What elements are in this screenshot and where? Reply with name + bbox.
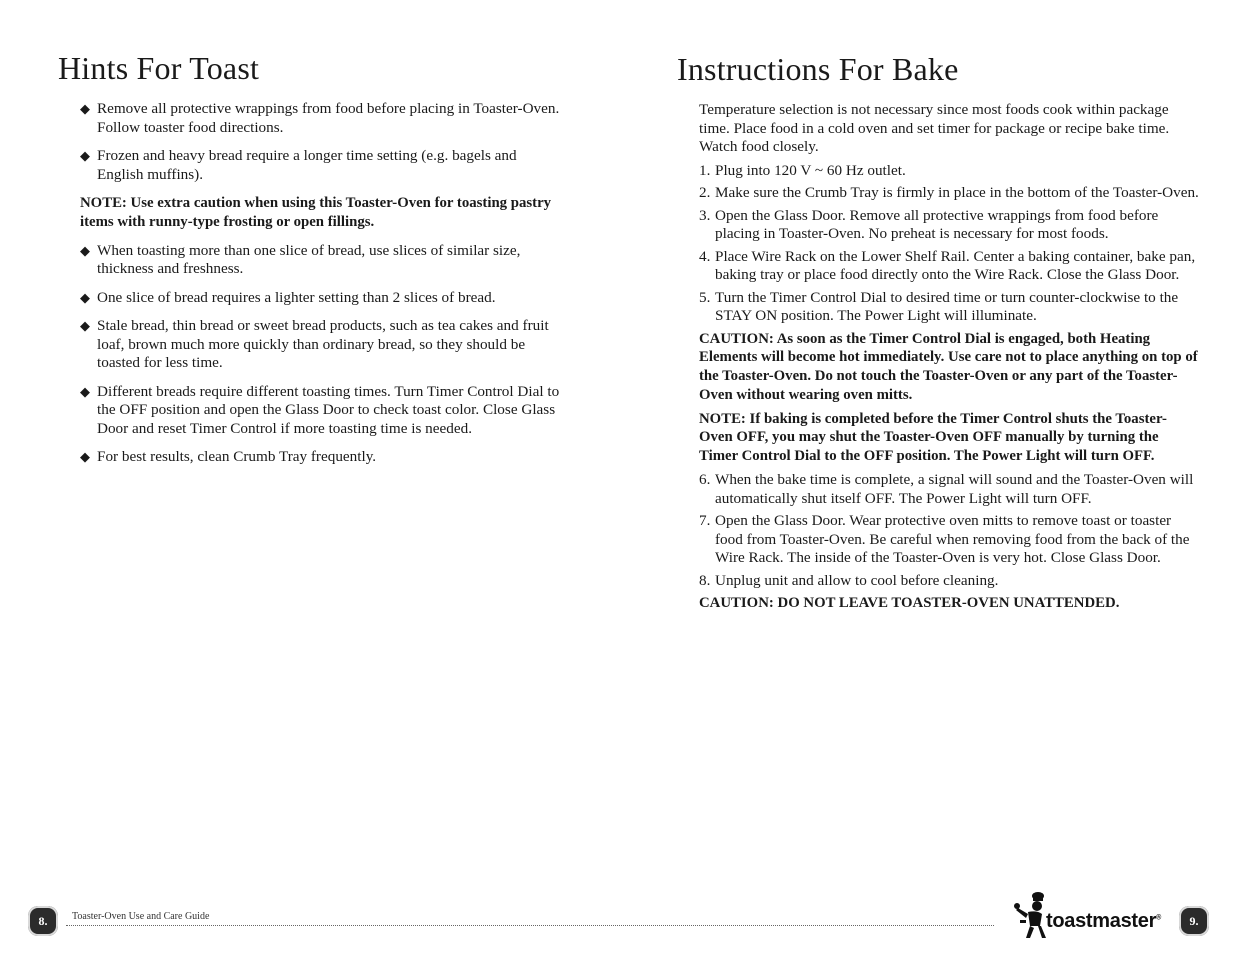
step-number: 5. <box>699 288 711 306</box>
logo-registered-mark: ® <box>1156 914 1161 922</box>
step-number: 6. <box>699 471 711 489</box>
diamond-bullet-icon: ◆ <box>80 101 90 116</box>
step-text: Unplug unit and allow to cool before cleaning. <box>715 571 999 589</box>
hint-bullet-item <box>80 100 560 137</box>
diamond-bullet-icon: ◆ <box>80 318 90 334</box>
caution-heating: CAUTION: As soon as the Timer Control Dial is engaged, both Heating Elements will become hot immediately. Use care not to place anything on top of the Toaster-Oven. Do not touch the Toaster-Oven or any part of the Toaster-Oven without wearing oven mitts. <box>699 330 1198 403</box>
step-number: 4. <box>699 247 711 265</box>
hint-bullet-item <box>80 147 560 184</box>
page-number-badge: 8. <box>28 906 58 936</box>
step-text: Make sure the Crumb Tray is firmly in place in the bottom of the Toaster-Oven. <box>715 184 1199 201</box>
logo-wordmark <box>1046 910 1161 933</box>
footer-dotted-rule <box>66 925 994 926</box>
bullet-text: When toasting more than one slice of bread, use slices of similar size, thickness and freshness. <box>97 241 521 278</box>
instruction-step <box>699 162 1199 181</box>
step-text: Turn the Timer Control Dial to desired time or turn counter-clockwise to the STAY ON position. The Power Light will illuminate. <box>715 288 1179 324</box>
caution-unattended: CAUTION: DO NOT LEAVE TOASTER-OVEN UNATTENDED. <box>699 595 1120 612</box>
footer-title: Toaster-Oven Use and Care Guide <box>72 911 210 922</box>
intro-paragraph: Temperature selection is not necessary since most foods cook within package time. Place food in a cold oven and set timer for package or recipe bake time. Watch food closely. <box>699 101 1170 155</box>
instruction-step <box>699 512 1199 568</box>
step-number: 8. <box>699 571 711 589</box>
instruction-step <box>699 471 1199 508</box>
page-title: Instructions For Bake <box>677 51 959 87</box>
instruction-step <box>699 289 1199 326</box>
step-text: Open the Glass Door. Wear protective oven mitts to remove toast or toaster food from Toaster-Oven. Be careful when removing food from the back of the Wire Rack. The inside of the Toaster-Oven is very hot. Close Glass Door. <box>715 512 1190 567</box>
diamond-bullet-icon: ◆ <box>80 449 90 465</box>
instruction-step <box>699 184 1199 203</box>
hint-bullet-item <box>80 289 560 308</box>
instruction-step <box>699 572 1199 591</box>
step-number: 1. <box>699 161 711 179</box>
instruction-step <box>699 207 1199 244</box>
bullet-text: Frozen and heavy bread require a longer time setting (e.g. bagels and English muffins). <box>97 147 517 183</box>
step-number: 2. <box>699 184 711 201</box>
bullet-text: Remove all protective wrappings from food before placing in Toaster-Oven. Follow toaster food directions. <box>97 100 560 136</box>
left-page <box>0 0 617 954</box>
step-number: 7. <box>699 512 711 530</box>
step-text: Open the Glass Door. Remove all protective wrappings from food before placing in Toaster-Oven. No preheat is necessary for most foods. <box>715 206 1159 242</box>
hint-bullet-item <box>80 317 560 373</box>
toast-note: NOTE: Use extra caution when using this Toaster-Oven for toasting pastry items with runny-type frosting or open fillings. <box>80 195 552 230</box>
step-text: Plug into 120 V ~ 60 Hz outlet. <box>715 161 906 179</box>
bake-instructions <box>699 101 1199 618</box>
note-manual-off: NOTE: If baking is completed before the Timer Control shuts the Toaster-Oven OFF, you may shut the Toaster-Oven OFF manually by turning the Timer Control Dial to the OFF position. The Power Light will turn OFF. <box>699 410 1167 465</box>
step-text: Place Wire Rack on the Lower Shelf Rail. Center a baking container, bake pan, baking tray or place food directly onto the Wire Rack. Close the Glass Door. <box>715 247 1196 283</box>
bullet-text: For best results, clean Crumb Tray frequently. <box>97 448 377 466</box>
hints-list <box>80 100 560 477</box>
page-title: Hints For Toast <box>58 50 260 86</box>
bullet-text: Different breads require different toasting times. Turn Timer Control Dial to the OFF position and open the Glass Door to check toast color. Close Glass Door and reset Timer Control if more toasting time is needed. <box>97 382 560 437</box>
step-text: When the bake time is complete, a signal will sound and the Toaster-Oven will automatically shut itself OFF. The Power Light will turn OFF. <box>715 471 1194 507</box>
chef-figure-icon <box>1012 890 1048 940</box>
toastmaster-logo <box>1012 890 1172 940</box>
diamond-bullet-icon: ◆ <box>80 148 90 163</box>
page-number-badge: 9. <box>1179 906 1209 936</box>
bullet-text: Stale bread, thin bread or sweet bread products, such as tea cakes and fruit loaf, brown much more quickly than ordinary bread, so they should be toasted for less time. <box>97 317 549 372</box>
logo-text: toastmaster <box>1046 910 1157 932</box>
diamond-bullet-icon: ◆ <box>80 289 90 305</box>
bullet-text: One slice of bread requires a lighter setting than 2 slices of bread. <box>97 288 496 306</box>
hint-bullet-item <box>80 448 560 467</box>
instruction-step <box>699 248 1199 285</box>
hint-bullet-item <box>80 242 560 279</box>
hint-bullet-item <box>80 383 560 439</box>
right-page <box>617 0 1235 954</box>
step-number: 3. <box>699 206 711 224</box>
diamond-bullet-icon: ◆ <box>80 242 90 258</box>
diamond-bullet-icon: ◆ <box>80 383 90 399</box>
